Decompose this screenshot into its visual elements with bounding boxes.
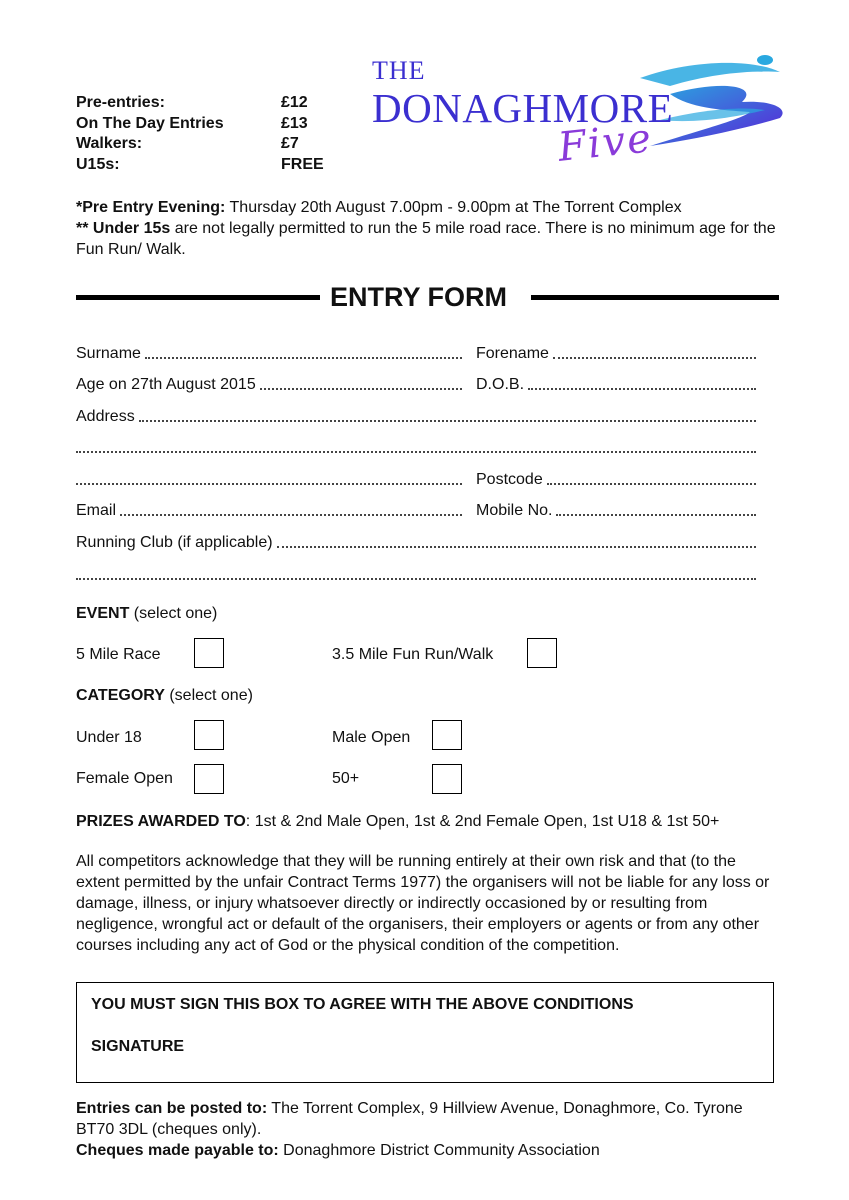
dotted-line — [553, 357, 756, 359]
notes — [76, 197, 776, 260]
event-heading-note: (select one) — [129, 605, 218, 622]
under15-note — [76, 218, 776, 260]
signature-box[interactable] — [76, 982, 774, 1083]
running-club-line-2[interactable] — [76, 564, 756, 584]
event-heading-label: EVENT — [76, 605, 130, 622]
logo-title: DONAGHMORE — [372, 85, 674, 131]
under15-label: ** Under 15s — [76, 220, 171, 237]
dob-label: D.O.B. — [476, 376, 525, 393]
category-option-label: Female Open — [76, 770, 173, 787]
category-male-open-checkbox[interactable] — [432, 720, 462, 750]
dotted-line — [556, 514, 756, 516]
address-field[interactable] — [76, 406, 756, 426]
dotted-line — [120, 514, 462, 516]
address-line-2[interactable] — [76, 437, 756, 457]
age-field[interactable] — [76, 374, 462, 394]
postcode-label: Postcode — [476, 471, 543, 488]
cheque-payee — [76, 1140, 756, 1161]
prizes-line — [76, 811, 796, 832]
price-value: £13 — [281, 115, 308, 132]
prizes-label: PRIZES AWARDED TO — [76, 813, 246, 830]
prizes-text: : 1st & 2nd Male Open, 1st & 2nd Female Open, 1st U18 & 1st 50+ — [245, 813, 720, 830]
logo-five: Five — [555, 115, 655, 171]
pre-entry-label: *Pre Entry Evening: — [76, 199, 226, 216]
event-heading — [76, 605, 217, 623]
dotted-line — [145, 357, 462, 359]
age-label: Age on 27th August 2015 — [76, 376, 256, 393]
price-label: Walkers: — [76, 135, 143, 152]
dotted-line — [277, 546, 756, 548]
pre-entry-text: Thursday 20th August 7.00pm - 9.00pm at The Torrent Complex — [225, 199, 682, 216]
pre-entry-note — [76, 197, 776, 218]
price-label: On The Day Entries — [76, 115, 224, 132]
category-under-18-checkbox[interactable] — [194, 720, 224, 750]
dotted-line — [528, 388, 756, 390]
running-club-label: Running Club (if applicable) — [76, 534, 273, 551]
dotted-line — [260, 388, 462, 390]
email-field[interactable] — [76, 500, 462, 520]
disclaimer: All competitors acknowledge that they will be running entirely at their own risk and that (to the extent permitted by the unfair Contract Terms 1977) the organisers will not be liable for any loss or damage, illness, or injury whatsoever directly or indirectly occasioned by or resulting from negligence, wrongful act or default of the organisers, their employers or agents or from any other courses including any act of God or the physical condition of the competition. — [76, 853, 770, 954]
price-label: U15s: — [76, 156, 120, 173]
event-option-label: 3.5 Mile Fun Run/Walk — [332, 646, 494, 663]
price-label: Pre-entries: — [76, 94, 165, 111]
postal-text: The Torrent Complex, 9 Hillview Avenue, Donaghmore, Co. Tyrone BT70 3DL (cheques only). — [76, 1100, 743, 1138]
mobile-field[interactable] — [476, 500, 756, 520]
category-option-label: 50+ — [332, 770, 360, 787]
category-heading-label: CATEGORY — [76, 687, 165, 704]
forename-label: Forename — [476, 345, 549, 362]
category-50-plus-checkbox[interactable] — [432, 764, 462, 794]
dob-field[interactable] — [476, 374, 756, 394]
forename-field[interactable] — [476, 343, 756, 363]
cheque-text: Donaghmore District Community Association — [278, 1142, 600, 1159]
event-option-label: 5 Mile Race — [76, 646, 161, 663]
category-heading-note: (select one) — [164, 687, 253, 704]
agree-conditions-text: YOU MUST SIGN THIS BOX TO AGREE WITH THE ABOVE CONDITIONS — [91, 996, 634, 1013]
event-fun-run-checkbox[interactable] — [527, 638, 557, 668]
form-title: ENTRY FORM — [330, 282, 508, 312]
category-female-open-checkbox[interactable] — [194, 764, 224, 794]
cheque-label: Cheques made payable to: — [76, 1142, 279, 1159]
event-5-mile-checkbox[interactable] — [194, 638, 224, 668]
address-line-3[interactable] — [76, 469, 462, 489]
dotted-line — [547, 483, 756, 485]
postcode-field[interactable] — [476, 469, 756, 489]
postal-address — [76, 1098, 756, 1140]
signature-label: SIGNATURE — [91, 1038, 185, 1055]
price-value: £12 — [281, 94, 308, 111]
mobile-label: Mobile No. — [476, 502, 553, 519]
dotted-line — [76, 578, 756, 580]
under15-text: are not legally permitted to run the 5 mile road race. There is no minimum age for the Fun Run/ Walk. — [76, 220, 776, 258]
surname-field[interactable] — [76, 343, 462, 363]
price-value: FREE — [281, 156, 324, 173]
dotted-line — [139, 420, 756, 422]
category-option-label: Under 18 — [76, 729, 142, 746]
price-value: £7 — [281, 135, 299, 152]
postal-label: Entries can be posted to: — [76, 1100, 268, 1117]
logo-the: THE — [372, 56, 426, 85]
dotted-line — [76, 451, 756, 453]
address-label: Address — [76, 408, 135, 425]
category-heading — [76, 687, 253, 705]
dotted-line — [76, 483, 462, 485]
title-rule-right — [531, 295, 779, 300]
footer — [76, 1098, 756, 1161]
email-label: Email — [76, 502, 117, 519]
running-club-field[interactable] — [76, 532, 756, 552]
title-rule-left — [76, 295, 320, 300]
surname-label: Surname — [76, 345, 141, 362]
category-option-label: Male Open — [332, 729, 411, 746]
